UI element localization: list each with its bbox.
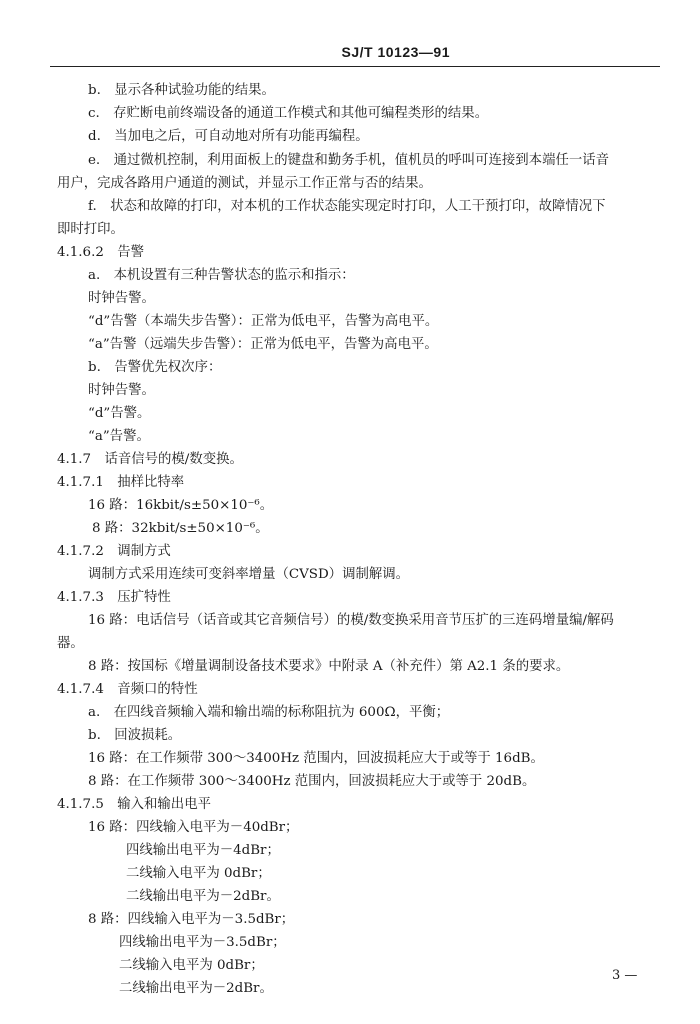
modulation-text: 调制方式采用连续可变斜率增量（CVSD）调制解调。	[88, 567, 410, 582]
alarm-clock: 时钟告警。	[88, 291, 155, 306]
level-8ch-2wire-output: 二线输出电平为－2dBr。	[119, 981, 273, 996]
item-f-status-printing: f. 状态和故障的打印，对本机的工作状态能实现定时打印，人工干预打印，故障情况下	[88, 199, 606, 214]
section-4-1-7-heading: 4.1.7 话音信号的模/数变换。	[57, 452, 243, 467]
page-number: 3 —	[612, 968, 638, 983]
alarm-a: “a”告警（远端失步告警）：正常为低电平，告警为高电平。	[88, 337, 438, 352]
level-8ch-4wire-input: 8 路：四线输入电平为－3.5dBr；	[88, 912, 295, 927]
level-16ch-4wire-input: 16 路：四线输入电平为－40dBr；	[88, 820, 299, 835]
return-loss-8ch: 8 路：在工作频带 300～3400Hz 范围内，回波损耗应大于或等于 20dB。	[88, 774, 536, 789]
level-16ch-2wire-output: 二线输出电平为－2dBr。	[126, 889, 280, 904]
section-4-1-6-2-heading: 4.1.6.2 告警	[57, 245, 145, 260]
item-b-display-results: b. 显示各种试验功能的结果。	[88, 83, 275, 98]
priority-d: “d”告警。	[88, 406, 151, 421]
alarm-d: “d”告警（本端失步告警）：正常为低电平，告警为高电平。	[88, 314, 439, 329]
alarm-item-b: b. 告警优先权次序：	[88, 360, 222, 375]
priority-clock: 时钟告警。	[88, 383, 155, 398]
bitrate-8ch: 8 路：32kbit/s±50×10⁻⁶。	[92, 521, 269, 536]
item-e-continuation: 用户，完成各路用户通道的测试，并显示工作正常与否的结果。	[57, 176, 432, 191]
item-f-continuation: 即时打印。	[57, 222, 124, 237]
alarm-item-a: a. 本机设置有三种告警状态的监示和指示：	[88, 268, 355, 283]
item-d-reprogram: d. 当加电之后，可自动地对所有功能再编程。	[88, 129, 369, 144]
level-8ch-4wire-output: 四线输出电平为－3.5dBr；	[119, 935, 286, 950]
level-16ch-2wire-input: 二线输入电平为 0dBr；	[126, 866, 271, 881]
item-c-store-channel-modes: c. 存贮断电前终端设备的通道工作模式和其他可编程类形的结果。	[88, 106, 489, 121]
companding-16ch: 16 路：电话信号（话音或其它音频信号）的模/数变换采用音节压扩的三连码增量编/解码	[88, 613, 614, 628]
section-4-1-7-3-heading: 4.1.7.3 压扩特性	[57, 590, 171, 605]
companding-16ch-continuation: 器。	[57, 636, 84, 651]
section-4-1-7-4-heading: 4.1.7.4 音频口的特性	[57, 682, 198, 697]
priority-a: “a”告警。	[88, 429, 150, 444]
level-16ch-4wire-output: 四线输出电平为－4dBr；	[126, 843, 280, 858]
companding-8ch: 8 路：按国标《增量调制设备技术要求》中附录 A（补充件）第 A2.1 条的要求。	[88, 659, 570, 674]
section-4-1-7-2-heading: 4.1.7.2 调制方式	[57, 544, 171, 559]
level-8ch-2wire-input: 二线输入电平为 0dBr；	[119, 958, 264, 973]
item-e-microcomputer-control: e. 通过微机控制，利用面板上的键盘和勤务手机，值机员的呼叫可连接到本端任一话音	[88, 153, 610, 168]
section-4-1-7-1-heading: 4.1.7.1 抽样比特率	[57, 475, 185, 490]
header-rule	[50, 66, 660, 67]
section-4-1-7-5-heading: 4.1.7.5 输入和输出电平	[57, 797, 211, 812]
audio-item-a-impedance: a. 在四线音频输入端和输出端的标称阻抗为 600Ω，平衡；	[88, 705, 450, 720]
bitrate-16ch: 16 路：16kbit/s±50×10⁻⁶。	[88, 498, 274, 513]
standard-number-header: SJ/T 10123—91	[341, 44, 450, 60]
return-loss-16ch: 16 路：在工作频带 300～3400Hz 范围内，回波损耗应大于或等于 16dB。	[88, 751, 544, 766]
audio-item-b-return-loss: b. 回波损耗。	[88, 728, 182, 743]
